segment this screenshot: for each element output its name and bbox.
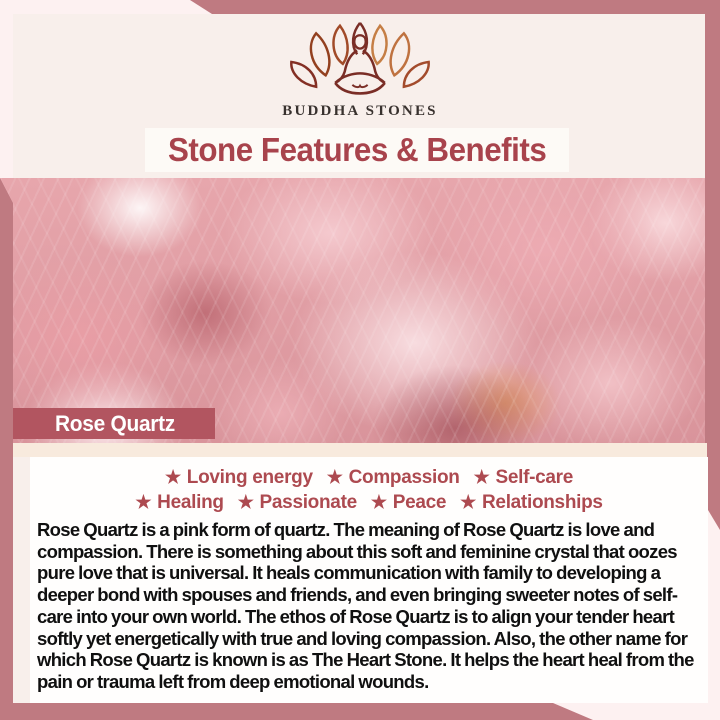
page-title: Stone Features & Benefits [167, 131, 547, 168]
feature-label: Healing [157, 492, 224, 513]
feature-label: Loving energy [186, 467, 313, 488]
feature-item [371, 492, 446, 513]
star-icon: ★ [370, 492, 387, 512]
brand-name: BUDDHA STONES [282, 103, 438, 119]
star-icon: ★ [164, 467, 181, 487]
frame-bottom-bar [0, 703, 593, 720]
rose-quartz-photo [0, 178, 720, 443]
star-icon: ★ [135, 492, 152, 512]
title-banner [145, 128, 569, 172]
brand-logo [275, 20, 445, 102]
features-line-1 [30, 465, 708, 490]
feature-item [165, 467, 313, 488]
feature-item [327, 467, 460, 488]
features-list [30, 457, 708, 515]
frame-top-bar [190, 0, 720, 14]
feature-label: Relationships [482, 492, 603, 513]
info-panel [30, 457, 708, 703]
star-icon: ★ [326, 467, 343, 487]
features-line-2 [30, 490, 708, 515]
star-icon: ★ [460, 492, 476, 512]
feature-label: Self-care [495, 467, 574, 488]
frame-right-bar [705, 13, 720, 530]
feature-item [460, 492, 603, 513]
feature-label: Passionate [259, 492, 357, 513]
feature-item [238, 492, 357, 513]
star-icon: ★ [473, 467, 490, 487]
feature-label: Compassion [348, 467, 460, 488]
lotus-meditation-icon [280, 20, 440, 102]
stone-name-label [13, 408, 215, 439]
stone-description: Rose Quartz is a pink form of quartz. The meaning of Rose Quartz is love and compassion. There is something about this soft and feminine crystal that oozes pure love that is universal. It heals communication with family to developing a deeper bond with spouses and friends, and even bringing sweeter notes of self-care into your own world. The ethos of Rose Quartz is to align your tender heart softly yet energetically with true and loving compassion. Also, the other name for which Rose Quartz is known is as The Heart Stone. It helps the heart heal from the pain or trauma left from deep emotional wounds. [37, 519, 694, 692]
feature-item [474, 467, 573, 488]
star-icon: ★ [237, 492, 254, 512]
frame-left-bar [0, 178, 13, 720]
feature-label: Peace [392, 492, 447, 513]
stone-name: Rose Quartz [55, 410, 175, 436]
photo-bottom-band [13, 443, 707, 457]
feature-item [135, 492, 223, 513]
